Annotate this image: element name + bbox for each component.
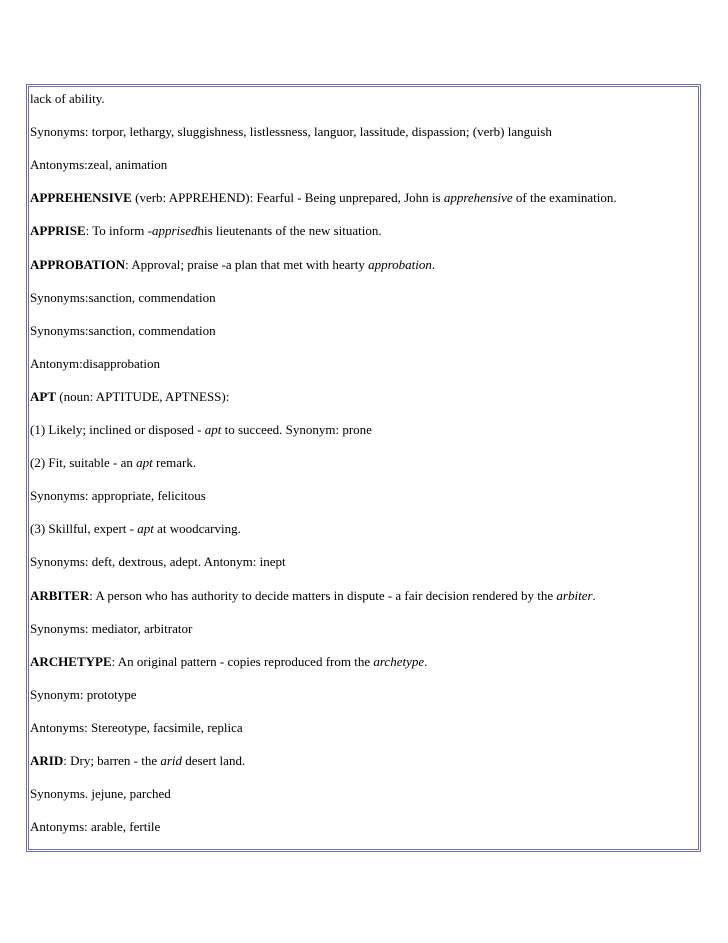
- text-run: (1) Likely; inclined or disposed -: [30, 422, 205, 437]
- example-word: arbiter: [556, 587, 593, 603]
- text-run: Synonym: prototype: [30, 686, 137, 702]
- text-run: Synonyms:sanction, commendation: [30, 322, 216, 338]
- text-line: [30, 720, 243, 736]
- text-line: [30, 588, 596, 604]
- text-run: to succeed. Synonym: prone: [221, 422, 372, 437]
- example-word: archetype: [373, 653, 425, 669]
- text-run: : An original pattern - copies reproduced from the: [111, 653, 374, 669]
- text-run: Synonyms: mediator, arbitrator: [30, 620, 193, 636]
- example-word: arid: [160, 753, 183, 768]
- example-word: apt: [137, 521, 154, 537]
- text-run: desert land.: [182, 753, 246, 768]
- example-word: apprehensive: [443, 190, 513, 206]
- text-run: lack of ability.: [30, 91, 105, 106]
- example-word: approbation: [368, 256, 432, 272]
- text-line: [30, 819, 160, 835]
- text-run: his lieutenants of the new situation.: [197, 223, 382, 239]
- text-run: Synonyms: deft, dextrous, adept. Antonym: inept: [30, 554, 286, 570]
- text-run: at woodcarving.: [153, 521, 241, 537]
- text-run: Synonyms: torpor, lethargy, sluggishness, listlessness, languor, lassitude, dispassion; (verb) languish: [30, 124, 552, 140]
- text-run: (verb: APPREHEND): Fearful - Being unprepared, John is: [131, 190, 444, 206]
- text-run: : A person who has authority to decide matters in dispute - a fair decision rendered by the: [89, 587, 557, 603]
- text-run: Synonyms:sanction, commendation: [30, 289, 216, 305]
- headword: APPRISE: [30, 223, 86, 239]
- text-line: [30, 323, 216, 339]
- text-run: : Approval; praise -a plan that met with hearty: [125, 256, 369, 272]
- text-run: : To inform -: [85, 223, 152, 239]
- headword: ARCHETYPE: [30, 653, 112, 669]
- headword: APPREHENSIVE: [30, 190, 132, 206]
- headword: APPROBATION: [30, 256, 126, 272]
- example-word: apt: [136, 455, 153, 471]
- text-line: [30, 654, 427, 670]
- headword: ARID: [30, 753, 64, 768]
- headword: ARBITER: [30, 587, 90, 603]
- text-run: of the examination.: [512, 190, 617, 206]
- text-run: : Dry; barren - the: [63, 753, 161, 768]
- text-run: (3) Skillful, expert -: [30, 521, 138, 537]
- text-line: [30, 687, 137, 703]
- text-line: [30, 554, 286, 570]
- text-line: [30, 290, 216, 306]
- text-run: .: [424, 653, 428, 669]
- text-line: [30, 422, 372, 438]
- text-line: [30, 356, 160, 372]
- text-run: (noun: APTITUDE, APTNESS):: [56, 388, 230, 404]
- text-run: Antonyms: arable, fertile: [30, 819, 161, 835]
- text-run: (2) Fit, suitable - an: [30, 455, 137, 471]
- example-word: apt: [204, 422, 222, 437]
- text-line: [30, 455, 196, 471]
- text-line: [30, 753, 245, 769]
- example-word: apprised: [152, 223, 198, 239]
- text-run: .: [592, 587, 596, 603]
- text-line: [30, 521, 241, 537]
- headword: APT: [30, 388, 56, 404]
- text-line: [30, 786, 171, 802]
- text-run: Synonyms. jejune, parched: [30, 786, 171, 802]
- text-line: [30, 389, 229, 405]
- text-run: Antonym:disapprobation: [30, 355, 160, 371]
- text-run: Synonyms: appropriate, felicitous: [30, 488, 206, 504]
- text-run: .: [431, 256, 436, 272]
- text-run: remark.: [152, 455, 197, 471]
- text-line: [30, 124, 552, 140]
- text-line: [30, 190, 617, 206]
- text-line: [30, 257, 435, 273]
- text-line: [30, 488, 206, 504]
- text-line: [30, 223, 382, 239]
- text-line: [30, 91, 105, 107]
- text-run: Antonyms:zeal, animation: [30, 157, 168, 173]
- text-line: [30, 621, 192, 637]
- text-run: Antonyms: Stereotype, facsimile, replica: [30, 719, 243, 735]
- text-line: [30, 157, 167, 173]
